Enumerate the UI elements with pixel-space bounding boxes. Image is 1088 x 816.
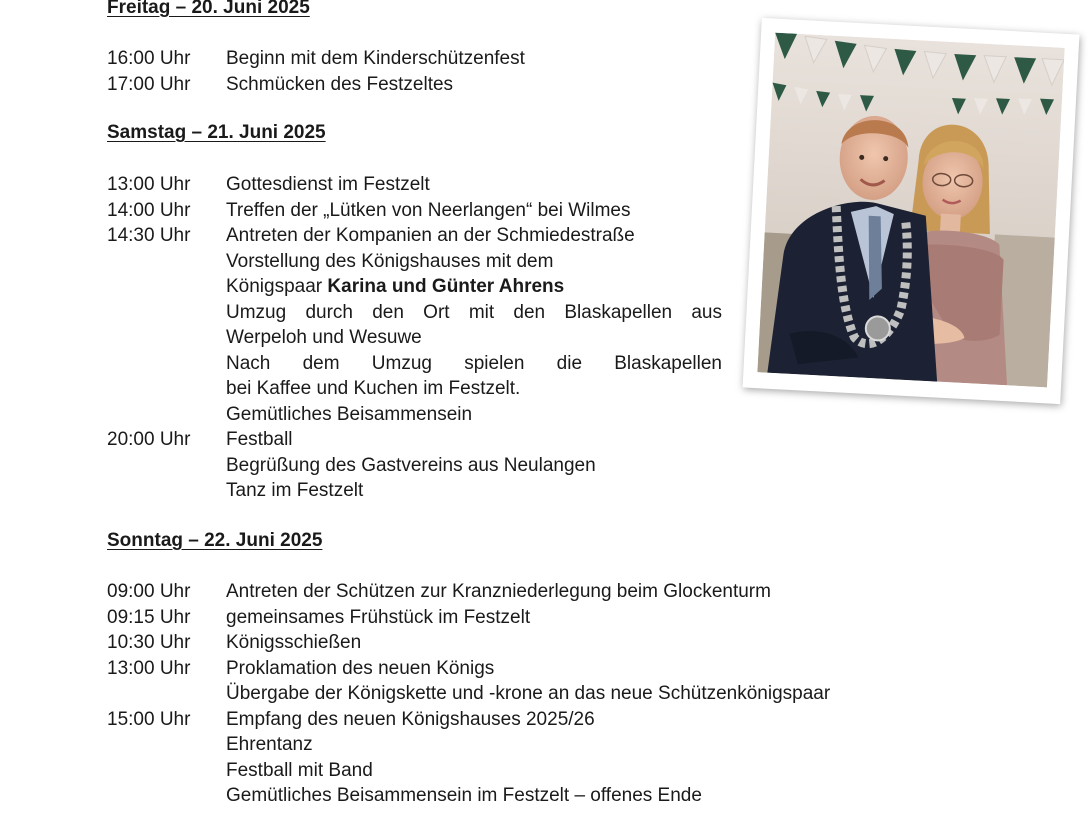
schedule-entry [107, 579, 1007, 605]
entry-description [226, 656, 1007, 707]
royal-couple-names: Karina und Günter Ahrens [327, 276, 565, 297]
entry-description: Treffen der „Lütken von Neerlangen“ bei Wilmes [226, 199, 631, 221]
entry-time: 17:00 Uhr [107, 73, 191, 95]
description-line: Empfang des neuen Königshauses 2025/26 [226, 708, 595, 730]
description-line: Proklamation des neuen Königs [226, 657, 495, 679]
photo-image [757, 33, 1064, 388]
entry-description [226, 427, 767, 504]
description-line: Übergabe der Königskette und -krone an das neue Schützenkönigspaar [226, 683, 831, 704]
schedule-sunday [107, 579, 1007, 809]
entry-time: 20:00 Uhr [107, 429, 191, 450]
entry-time: 09:00 Uhr [107, 581, 191, 602]
schedule-entry [107, 630, 1007, 656]
entry-time: 16:00 Uhr [107, 48, 191, 69]
entry-description: gemeinsames Frühstück im Festzelt [226, 606, 531, 628]
entry-description [226, 707, 1007, 809]
entry-time: 09:15 Uhr [107, 606, 191, 628]
description-line: Werpeloh und Wesuwe [226, 327, 422, 348]
entry-description: Beginn mit dem Kinderschützenfest [226, 48, 525, 69]
description-line: Vorstellung des Königshauses mit dem [226, 250, 554, 272]
description-line: Tanz im Festzelt [226, 480, 364, 501]
schedule-entry [107, 223, 767, 427]
description-line: bei Kaffee und Kuchen im Festzelt. [226, 378, 521, 399]
entry-time: 13:00 Uhr [107, 657, 191, 679]
description-line [226, 274, 767, 300]
royal-couple-photo [743, 18, 1080, 404]
description-line: Umzug durch den Ort mit den Blaskapellen aus [226, 301, 722, 323]
schedule-entry [107, 72, 767, 98]
entry-time: 14:30 Uhr [107, 225, 191, 246]
description-line: Nach dem Umzug spielen die Blaskapellen [226, 352, 722, 374]
description-line: Begrüßung des Gastvereins aus Neulangen [226, 454, 596, 476]
schedule-saturday [107, 172, 767, 504]
description-line: Ehrentanz [226, 734, 313, 755]
schedule-entry [107, 656, 1007, 707]
description-line: Festball mit Band [226, 759, 373, 781]
description-line: Gemütliches Beisammensein im Festzelt – offenes Ende [226, 785, 702, 806]
description-line: Festball [226, 429, 293, 450]
day-heading-friday: Freitag – 20. Juni 2025 [107, 0, 310, 18]
entry-time: 14:00 Uhr [107, 199, 191, 221]
schedule-entry [107, 46, 767, 72]
description-line: Gemütliches Beisammensein [226, 403, 473, 425]
day-heading-sunday: Sonntag – 22. Juni 2025 [107, 530, 323, 551]
royal-couple-prefix: Königspaar [226, 276, 323, 297]
entry-time: 15:00 Uhr [107, 708, 191, 730]
description-line: Antreten der Kompanien an der Schmiedestraße [226, 225, 635, 246]
entry-description: Schmücken des Festzeltes [226, 73, 454, 95]
entry-time: 10:30 Uhr [107, 632, 191, 653]
schedule-entry [107, 427, 767, 504]
schedule-friday [107, 46, 767, 97]
entry-description [226, 223, 767, 427]
schedule-entry [107, 605, 1007, 631]
schedule-entry [107, 198, 767, 224]
entry-description: Königsschießen [226, 632, 362, 653]
entry-time: 13:00 Uhr [107, 174, 191, 195]
schedule-entry [107, 707, 1007, 809]
schedule-entry [107, 172, 767, 198]
entry-description: Gottesdienst im Festzelt [226, 174, 430, 195]
entry-description: Antreten der Schützen zur Kranzniederlegung beim Glockenturm [226, 581, 771, 602]
day-heading-saturday: Samstag – 21. Juni 2025 [107, 122, 326, 143]
